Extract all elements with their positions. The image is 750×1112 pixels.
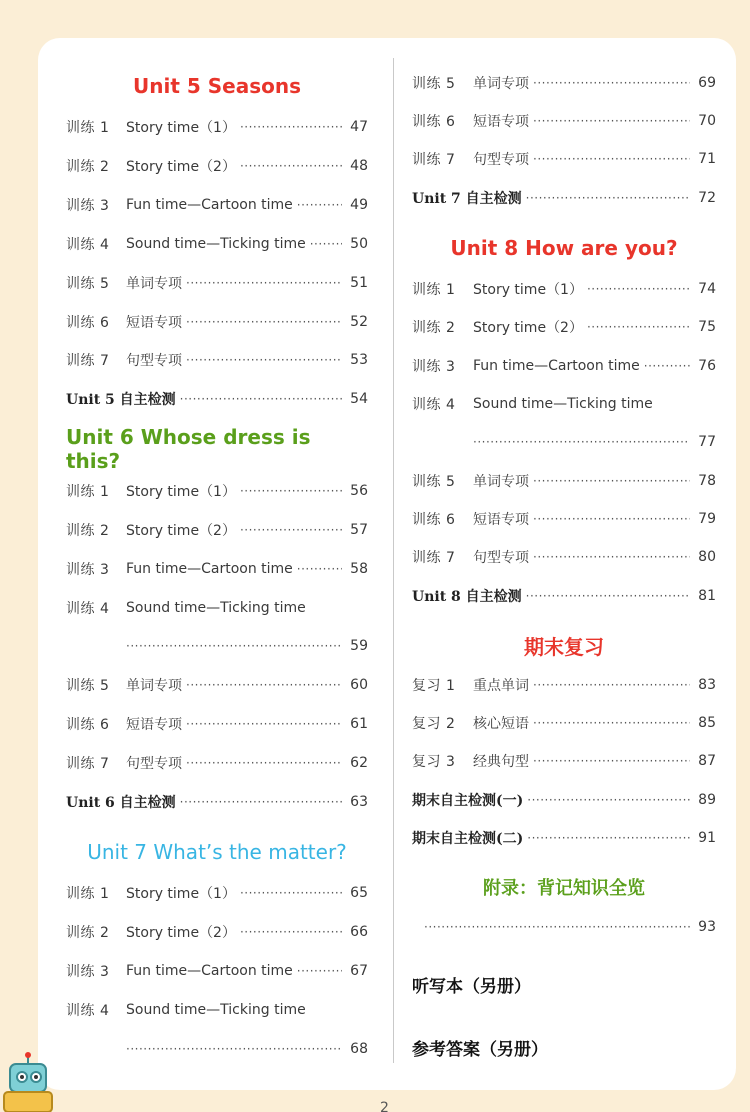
toc-entry[interactable]: 训练 6 短语专项 ····· 79 (412, 504, 716, 534)
dot-leader (240, 925, 342, 939)
toc-entry[interactable]: 训练 7 句型专项 ····· 53 (66, 345, 368, 375)
toc-entry[interactable]: 训练 2 Story time（2） ····· 75 (412, 312, 716, 342)
toc-entry-continuation[interactable]: ····· 77 (412, 427, 716, 457)
toc-entry[interactable]: 训练 7 句型专项 ····· 71 (412, 144, 716, 174)
toc-entry-test[interactable]: 期末自主检测(一) ····· 89 (412, 785, 716, 815)
dot-leader (473, 435, 690, 449)
dot-leader (240, 120, 342, 134)
unit7-heading: Unit 7 What’s the matter? (87, 840, 347, 864)
dot-leader (126, 1042, 342, 1056)
toc-entry[interactable]: 训练 3 Fun time—Cartoon time ····· 49 (66, 190, 368, 220)
toc-entry[interactable]: 训练 1 Story time（1） ····· 65 (66, 878, 368, 908)
unit5-heading: Unit 5 Seasons (133, 74, 301, 98)
dot-leader (533, 512, 690, 526)
toc-entry[interactable]: 复习 3 经典句型 ····· 87 (412, 746, 716, 776)
dot-leader (533, 716, 690, 730)
toc-entry-continuation[interactable]: ····· 68 (66, 1034, 368, 1064)
toc-entry-test[interactable]: Unit 5 自主检测 ····· 54 (66, 384, 368, 414)
toc-entry-test[interactable]: Unit 8 自主检测 ····· 81 (412, 581, 716, 611)
dot-leader (533, 678, 690, 692)
toc-entry[interactable]: 训练 1 Story time（1） ····· 47 (66, 112, 368, 142)
toc-entry-continuation[interactable]: ····· 59 (66, 631, 368, 661)
page-number: 2 (380, 1100, 389, 1112)
toc-entry[interactable]: 训练 6 短语专项 ····· 61 (66, 709, 368, 739)
toc-entry[interactable]: 训练 4 Sound time—Ticking time ····· 50 (66, 229, 368, 259)
dot-leader (240, 886, 342, 900)
dot-leader (297, 562, 342, 576)
dot-leader (527, 793, 690, 807)
dot-leader (644, 359, 690, 373)
robot-icon (0, 1050, 58, 1112)
toc-entry[interactable]: 训练 4 Sound time—Ticking time (412, 396, 653, 413)
toc-entry[interactable]: 训练 3 Fun time—Cartoon time ····· 58 (66, 554, 368, 584)
toc-entry[interactable]: 训练 2 Story time（2） ····· 57 (66, 515, 368, 545)
dot-leader (240, 484, 342, 498)
dot-leader (533, 474, 690, 488)
toc-entry[interactable]: 训练 3 Fun time—Cartoon time ····· 67 (66, 956, 368, 986)
unit8-heading: Unit 8 How are you? (450, 236, 678, 260)
toc-entry[interactable]: 训练 1 Story time（1） ····· 74 (412, 274, 716, 304)
dot-leader (533, 550, 690, 564)
dot-leader (297, 964, 342, 978)
dot-leader (186, 678, 342, 692)
dot-leader (533, 152, 690, 166)
toc-entry-continuation[interactable]: ····· 93 (412, 912, 716, 942)
dictation-book-label: 听写本（另册） (412, 977, 531, 997)
toc-entry[interactable]: 训练 3 Fun time—Cartoon time ····· 76 (412, 351, 716, 381)
dot-leader (186, 756, 342, 770)
dot-leader (526, 191, 690, 205)
toc-entry[interactable]: 训练 5 单词专项 ····· 78 (412, 466, 716, 496)
toc-entry[interactable]: 训练 1 Story time（1） ····· 56 (66, 476, 368, 506)
dot-leader (297, 198, 342, 212)
toc-entry[interactable]: 训练 4 Sound time—Ticking time (66, 600, 306, 617)
toc-entry[interactable]: 训练 2 Story time（2） ····· 66 (66, 917, 368, 947)
appendix-heading: 附录：背记知识全览 (483, 878, 645, 899)
dot-leader (186, 353, 342, 367)
toc-entry[interactable]: 训练 6 短语专项 ····· 70 (412, 106, 716, 136)
toc-entry[interactable]: 训练 5 单词专项 ····· 51 (66, 268, 368, 298)
unit6-heading: Unit 6 Whose dress is this? (66, 425, 311, 473)
dot-leader (533, 76, 690, 90)
toc-entry[interactable]: 训练 5 单词专项 ····· 60 (66, 670, 368, 700)
dot-leader (587, 282, 690, 296)
toc-entry-test[interactable]: Unit 6 自主检测 ····· 63 (66, 787, 368, 817)
dot-leader (527, 831, 690, 845)
dot-leader (424, 920, 690, 934)
toc-entry[interactable]: 训练 6 短语专项 ····· 52 (66, 307, 368, 337)
toc-entry-test[interactable]: Unit 7 自主检测 ····· 72 (412, 183, 716, 213)
dot-leader (186, 276, 342, 290)
review-heading: 期末复习 (524, 634, 604, 659)
dot-leader (526, 589, 690, 603)
toc-entry[interactable]: 训练 4 Sound time—Ticking time (66, 1002, 306, 1019)
dot-leader (533, 114, 690, 128)
dot-leader (240, 523, 342, 537)
dot-leader (533, 754, 690, 768)
dot-leader (180, 392, 342, 406)
dot-leader (310, 237, 342, 251)
toc-entry[interactable]: 训练 2 Story time（2） ····· 48 (66, 151, 368, 181)
toc-entry-test[interactable]: 期末自主检测(二) ····· 91 (412, 823, 716, 853)
column-divider (393, 58, 394, 1063)
toc-entry[interactable]: 复习 2 核心短语 ····· 85 (412, 708, 716, 738)
dot-leader (186, 717, 342, 731)
toc-entry[interactable]: 训练 5 单词专项 ····· 69 (412, 68, 716, 98)
toc-entry[interactable]: 训练 7 句型专项 ····· 80 (412, 542, 716, 572)
dot-leader (587, 320, 690, 334)
dot-leader (240, 159, 342, 173)
dot-leader (180, 795, 342, 809)
toc-entry[interactable]: 训练 7 句型专项 ····· 62 (66, 748, 368, 778)
dot-leader (126, 639, 342, 653)
dot-leader (186, 315, 342, 329)
answer-key-label: 参考答案（另册） (412, 1040, 548, 1060)
toc-entry[interactable]: 复习 1 重点单词 ····· 83 (412, 670, 716, 700)
